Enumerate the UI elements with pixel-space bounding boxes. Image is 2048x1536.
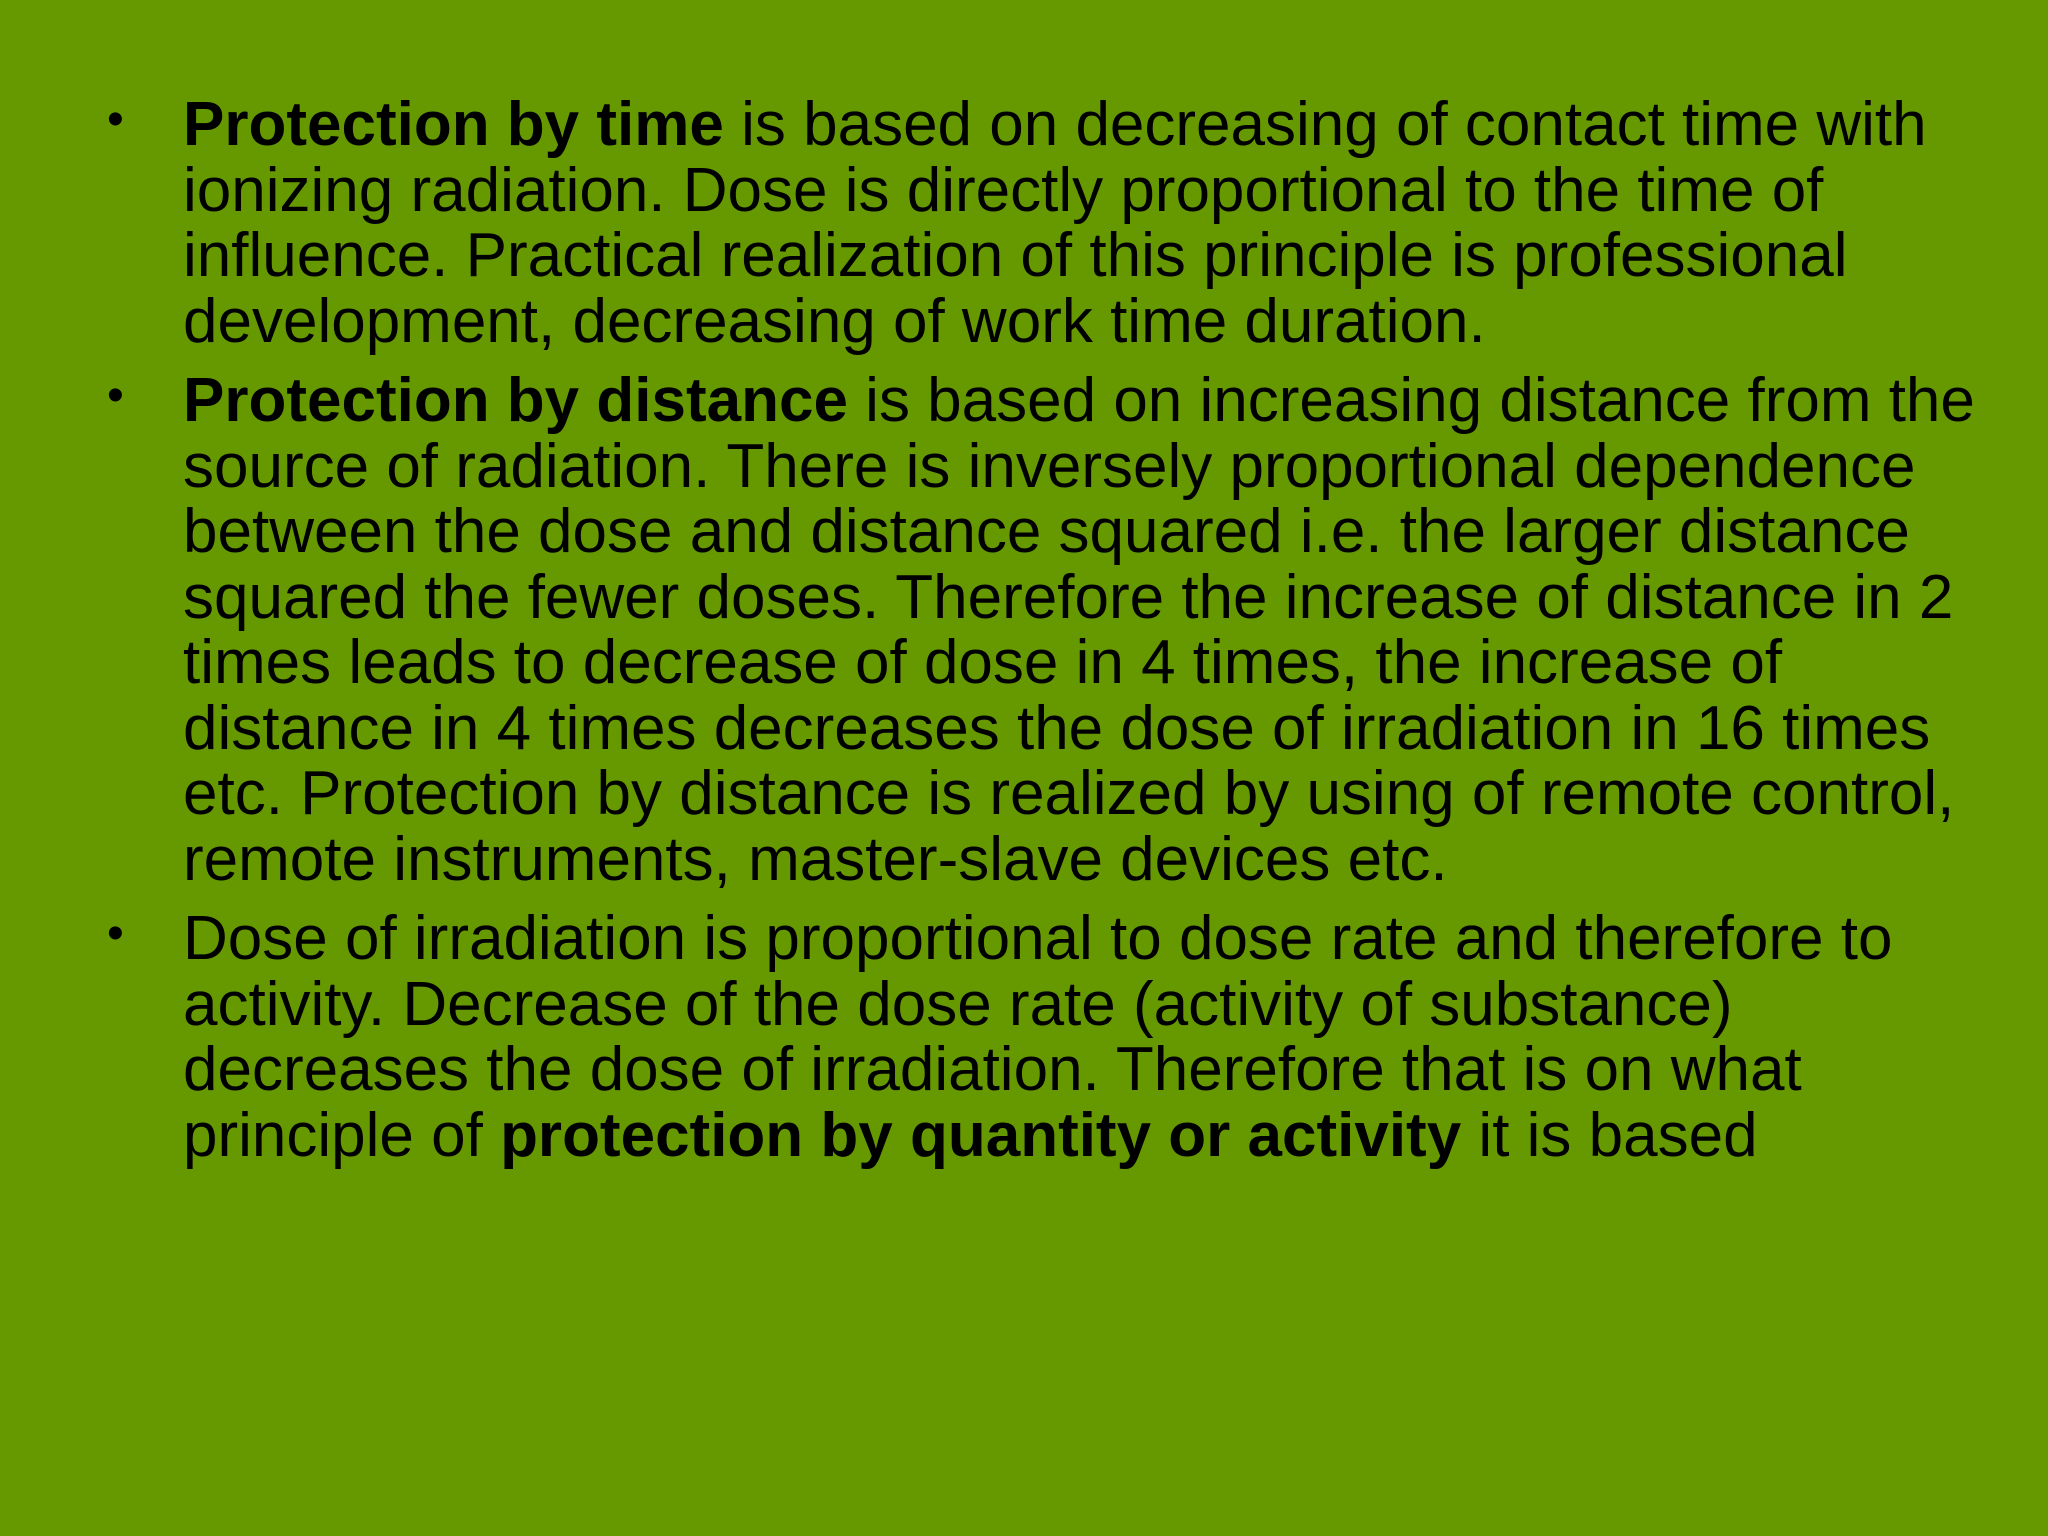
bullet-text: Dose of irradiation is proportional to dose rate and therefore to activity. Decrease of the dose rate (activity of substance) decreases the dose of irradiation. Therefore that is on what principle of bbox=[183, 904, 1893, 1170]
bullet-term: Protection by distance bbox=[183, 366, 848, 435]
bullet-item-protection-by-distance bbox=[107, 366, 1983, 894]
bullet-term: protection by quantity or activity bbox=[500, 1100, 1462, 1170]
bullet-item-protection-by-quantity bbox=[107, 904, 1983, 1170]
bullet-dot: • bbox=[107, 93, 124, 146]
bullet-item-protection-by-time bbox=[107, 90, 1983, 356]
bullet-list bbox=[107, 90, 1983, 1182]
bullet-dot: • bbox=[107, 369, 124, 422]
bullet-text: is based on increasing distance from the source of radiation. There is inversely proportional dependence between the dose and distance squared i.e. the larger distance squared the fewer doses. Therefore the increase of distance in 2 times leads to decrease of dose in 4 times, the increase of distance in 4 times decreases the dose of irradiation in 16 times etc. Protection by distance is realized by using of remote control, remote instruments, master-slave devices etc. bbox=[183, 366, 1975, 894]
bullet-term: Protection by time bbox=[183, 90, 724, 159]
bullet-dot: • bbox=[107, 907, 124, 960]
bullet-text: is based on decreasing of contact time with ionizing radiation. Dose is directly proportional to the time of influence. Practical realization of this principle is professional development, decreasing of work time duration. bbox=[183, 90, 1927, 356]
bullet-text-tail: it is based bbox=[1461, 1100, 1758, 1170]
